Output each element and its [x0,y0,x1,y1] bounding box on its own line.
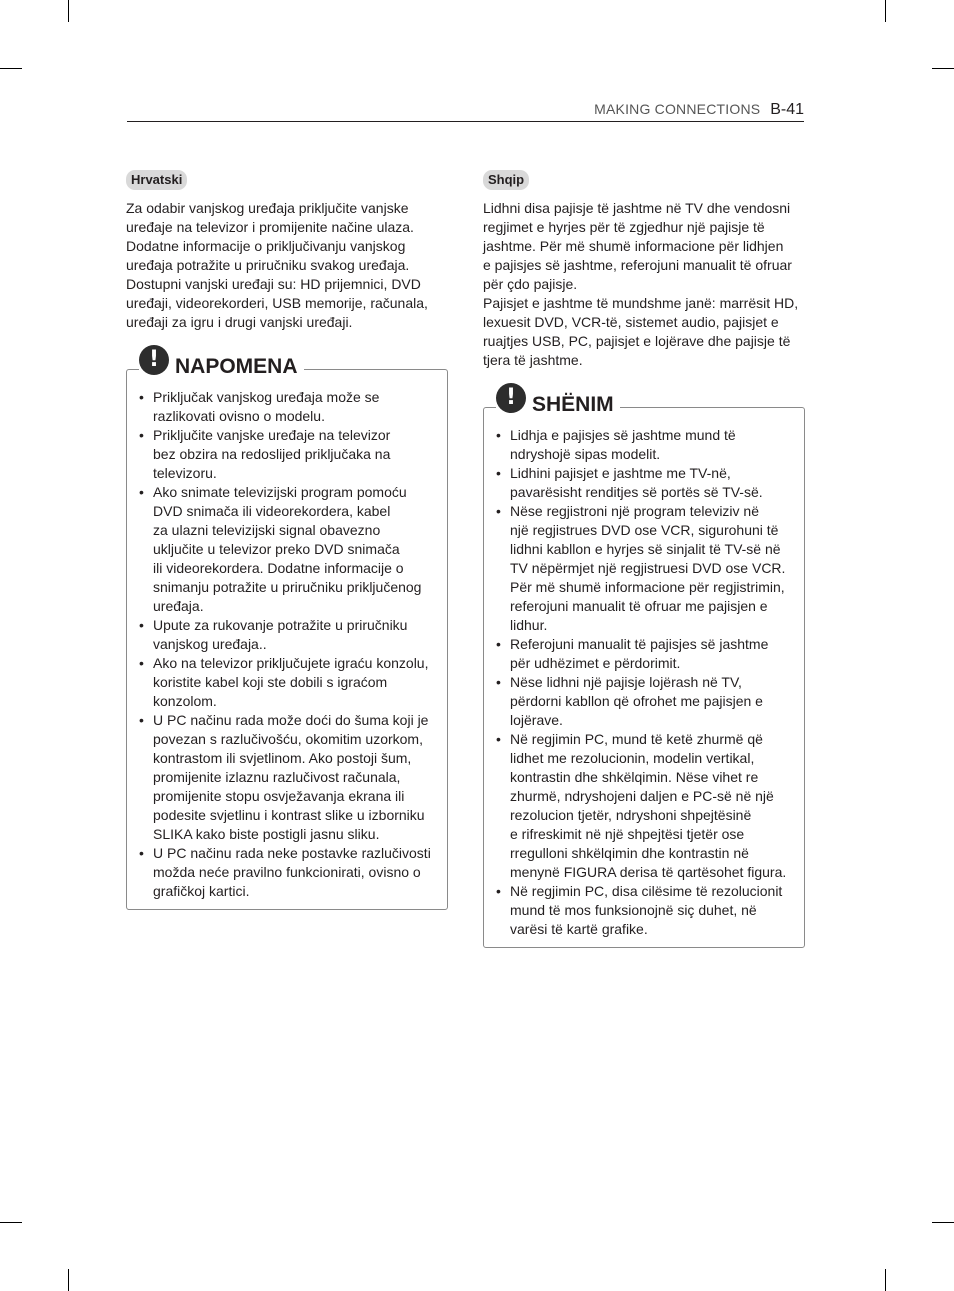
crop-mark [68,1269,69,1291]
list-item: • U PC načinu rada može doći do šuma koji je povezan s razlučivošću, okomitim uzorkom, kontrastom ili svjetlinom. Ako postoji šum, promijenite izlaznu razlučivost računala, promijenite stopu osvježavanja ekrana ili podesite svjetlinu i kontrast slike u izborniku SLIKA kako biste postigli jasnu sliku. [139,711,437,844]
intro-paragraph: Lidhni disa pajisje të jashtme në TV dhe vendosni regjimet e hyrjes për të zgjedhur një pajisje të jashtme. Për më shumë informacione për lidhjen e pajisjes së jashtme, referojuni manualit të ofruar për çdo pajisje. Pajisjet e jashtme të mundshme janë: marrësit HD, lexuesit DVD, VCR-të, sistemet audio, pajisjet e ruajtjes USB, PC, pajisjet e lojërave dhe pajisje të tjera të jashtme. [483,200,799,368]
note-box [126,347,448,910]
note-box [483,385,805,948]
list-item: • Lidhja e pajisjes së jashtme mund të ndryshojë sipas modelit. [496,426,794,464]
note-list [139,388,437,901]
crop-mark [0,1222,22,1223]
list-item: • Referojuni manualit të pajisjes së jashtme për udhëzimet e përdorimit. [496,635,794,673]
list-item: • Priključak vanjskog uređaja može se razlikovati ovisno o modelu. [139,388,437,426]
crop-mark [885,1269,886,1291]
list-item: • Ako snimate televizijski program pomoću DVD snimača ili videorekordera, kabel za ulazni televizijski signal obavezno uključite u televizor preko DVD snimača ili videorekordera. Dodatne informacije o snimanju potražite u priručniku priključenog uređaja. [139,483,437,616]
crop-mark [68,0,69,22]
crop-mark [932,68,954,69]
language-tag: Shqip [483,170,529,190]
page-number: B-41 [770,101,804,118]
list-item: • Lidhini pajisjet e jashtme me TV-në, pavarësisht renditjes së portës së TV-së. [496,464,794,502]
list-item: • Nëse regjistroni një program televiziv në një regjistrues DVD ose VCR, sigurohuni të lidhni kabllon e hyrjes së sinjalit të TV-së në TV nëpërmjet një regjistruesi DVD ose VCR. Për më shumë informacione për regjistrimin, referojuni manualit të ofruar me pajisjen e lidhur. [496,502,794,635]
list-item: • Në regjimin PC, disa cilësime të rezolucionit mund të mos funksionojnë siç duhet, në varësi të kartë grafike. [496,882,794,939]
note-header [139,345,304,378]
crop-mark [885,0,886,22]
list-item: • Ako na televizor priključujete igraću konzolu, koristite kabel koji ste dobili s igraćom konzolom. [139,654,437,711]
column-hrvatski [126,170,448,910]
note-header [496,383,620,416]
note-title: NAPOMENA [175,355,298,378]
exclamation-icon: ! [139,345,169,375]
list-item: • Nëse lidhni një pajisje lojërash në TV, përdorni kabllon që ofrohet me pajisjen e lojërave. [496,673,794,730]
list-item: • Priključite vanjske uređaje na televizor bez obzira na redoslijed priključaka na televizoru. [139,426,437,483]
header-rule [127,121,804,122]
list-item: • U PC načinu rada neke postavke razlučivosti možda neće pravilno funkcionirati, ovisno o grafičkoj kartici. [139,844,437,901]
note-list [496,426,794,939]
language-tag: Hrvatski [126,170,187,190]
intro-paragraph: Za odabir vanjskog uređaja priključite vanjske uređaje na televizor i promijenite načine ulaza. Dodatne informacije o priključivanju vanjskog uređaja potražite u priručniku svakog uređaja. Dostupni vanjski uređaji su: HD prijemnici, DVD uređaji, videorekorderi, USB memorije, računala, uređaji za igru i drugi vanjski uređaji. [126,200,428,330]
section-title: MAKING CONNECTIONS [594,101,761,117]
list-item: • Në regjimin PC, mund të ketë zhurmë që lidhet me rezolucionin, modelin vertikal, kontrastin dhe shkëlqimin. Nëse vihet re zhurmë, ndryshojeni daljen e PC-së në një rezolucion tjetër, ndryshoni shpejtësinë e rifreskimit në një shpejtësi tjetër ose rregulloni shkëlqimin dhe kontrastin në menynë FIGURA derisa të qartësohet figura. [496,730,794,882]
column-shqip [483,170,805,948]
page-header [594,101,804,119]
exclamation-icon: ! [496,383,526,413]
crop-mark [932,1222,954,1223]
list-item: • Upute za rukovanje potražite u priručniku vanjskog uređaja.. [139,616,437,654]
crop-mark [0,68,22,69]
note-title: SHËNIM [532,393,614,416]
